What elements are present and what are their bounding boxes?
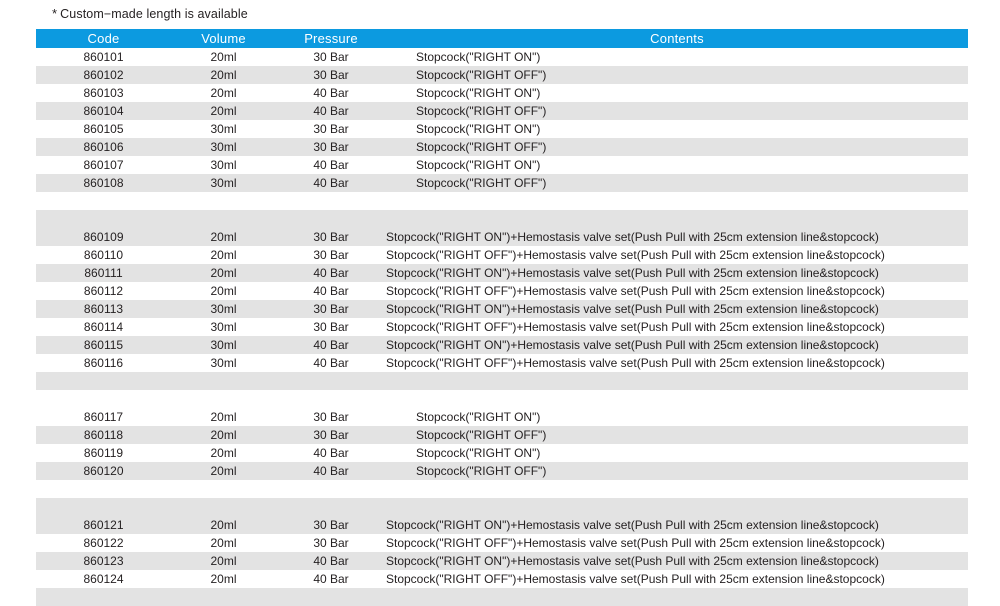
cell-code: 860103 — [36, 84, 171, 102]
cell-contents-text: Stopcock("RIGHT ON")+Hemostasis valve set(Push Pull with 25cm extension line&stopcock) — [386, 230, 879, 244]
table-row[interactable] — [36, 66, 968, 84]
cell-contents — [386, 66, 968, 84]
table-row[interactable] — [36, 156, 968, 174]
table-row[interactable] — [36, 228, 968, 246]
cell-code: 860119 — [36, 444, 171, 462]
cell-pressure: 40 Bar — [276, 102, 386, 120]
cell-contents-text: Stopcock("RIGHT ON") — [416, 446, 541, 460]
cell-volume: 20ml — [171, 462, 276, 480]
table-row[interactable] — [36, 138, 968, 156]
cell-contents — [386, 228, 968, 246]
cell-contents-text: Stopcock("RIGHT OFF")+Hemostasis valve set(Push Pull with 25cm extension line&stopcock) — [386, 248, 885, 262]
cell-volume: 30ml — [171, 120, 276, 138]
cell-contents — [386, 300, 968, 318]
cell-contents — [386, 552, 968, 570]
cell-contents — [386, 156, 968, 174]
cell-pressure: 40 Bar — [276, 264, 386, 282]
cell-contents-text: Stopcock("RIGHT OFF") — [416, 104, 547, 118]
spec-table-head — [36, 29, 968, 48]
cell-volume: 30ml — [171, 336, 276, 354]
cell-code: 860102 — [36, 66, 171, 84]
column-header-volume: Volume — [171, 29, 276, 48]
cell-code: 860106 — [36, 138, 171, 156]
cell-volume: 30ml — [171, 138, 276, 156]
cell-pressure: 40 Bar — [276, 84, 386, 102]
cell-contents-text: Stopcock("RIGHT OFF") — [416, 464, 547, 478]
cell-volume: 30ml — [171, 300, 276, 318]
cell-code: 860115 — [36, 336, 171, 354]
cell-contents — [386, 516, 968, 534]
table-row[interactable] — [36, 426, 968, 444]
cell-contents — [386, 264, 968, 282]
cell-contents-text: Stopcock("RIGHT ON")+Hemostasis valve set(Push Pull with 25cm extension line&stopcock) — [386, 554, 879, 568]
cell-volume: 20ml — [171, 570, 276, 588]
cell-contents-text: Stopcock("RIGHT ON") — [416, 50, 541, 64]
cell-code: 860122 — [36, 534, 171, 552]
cell-volume: 20ml — [171, 534, 276, 552]
cell-volume: 20ml — [171, 102, 276, 120]
cell-contents — [386, 102, 968, 120]
table-row[interactable] — [36, 462, 968, 480]
spec-table-wrapper — [36, 29, 968, 606]
cell-pressure: 30 Bar — [276, 408, 386, 426]
cell-volume: 20ml — [171, 48, 276, 66]
column-header-pressure: Pressure — [276, 29, 386, 48]
table-spacer-row — [36, 372, 968, 390]
table-row[interactable] — [36, 570, 968, 588]
cell-volume: 30ml — [171, 174, 276, 192]
table-row[interactable] — [36, 84, 968, 102]
cell-volume: 20ml — [171, 408, 276, 426]
cell-contents — [386, 534, 968, 552]
table-spacer-cell — [36, 210, 968, 228]
table-spacer-cell — [36, 372, 968, 390]
cell-pressure: 30 Bar — [276, 300, 386, 318]
cell-contents — [386, 48, 968, 66]
cell-pressure: 30 Bar — [276, 516, 386, 534]
table-gap-row — [36, 192, 968, 210]
cell-contents — [386, 570, 968, 588]
asterisk-icon: * — [52, 6, 58, 21]
cell-contents-text: Stopcock("RIGHT ON") — [416, 410, 541, 424]
cell-volume: 20ml — [171, 552, 276, 570]
table-row[interactable] — [36, 48, 968, 66]
table-gap-row — [36, 390, 968, 408]
cell-code: 860118 — [36, 426, 171, 444]
cell-contents — [386, 462, 968, 480]
cell-contents-text: Stopcock("RIGHT OFF") — [416, 68, 547, 82]
table-spacer-row — [36, 588, 968, 606]
cell-contents — [386, 426, 968, 444]
cell-contents-text: Stopcock("RIGHT OFF") — [416, 140, 547, 154]
cell-contents — [386, 246, 968, 264]
cell-contents-text: Stopcock("RIGHT OFF")+Hemostasis valve set(Push Pull with 25cm extension line&stopcock) — [386, 320, 885, 334]
cell-pressure: 40 Bar — [276, 570, 386, 588]
cell-volume: 20ml — [171, 444, 276, 462]
table-row[interactable] — [36, 246, 968, 264]
cell-contents — [386, 336, 968, 354]
cell-pressure: 30 Bar — [276, 228, 386, 246]
cell-volume: 20ml — [171, 516, 276, 534]
cell-pressure: 30 Bar — [276, 534, 386, 552]
cell-volume: 20ml — [171, 246, 276, 264]
spec-table-body — [36, 48, 968, 606]
table-row[interactable] — [36, 354, 968, 372]
cell-contents-text: Stopcock("RIGHT OFF") — [416, 428, 547, 442]
cell-code: 860110 — [36, 246, 171, 264]
table-row[interactable] — [36, 120, 968, 138]
table-row[interactable] — [36, 408, 968, 426]
cell-contents — [386, 120, 968, 138]
table-row[interactable] — [36, 282, 968, 300]
table-spacer-row — [36, 210, 968, 228]
cell-code: 860116 — [36, 354, 171, 372]
cell-code: 860120 — [36, 462, 171, 480]
custom-length-note — [52, 6, 248, 21]
cell-contents-text: Stopcock("RIGHT OFF")+Hemostasis valve set(Push Pull with 25cm extension line&stopcock) — [386, 356, 885, 370]
cell-code: 860104 — [36, 102, 171, 120]
cell-code: 860123 — [36, 552, 171, 570]
cell-contents-text: Stopcock("RIGHT OFF")+Hemostasis valve set(Push Pull with 25cm extension line&stopcock) — [386, 536, 885, 550]
table-spacer-row — [36, 498, 968, 516]
cell-pressure: 40 Bar — [276, 354, 386, 372]
cell-pressure: 30 Bar — [276, 48, 386, 66]
cell-contents-text: Stopcock("RIGHT ON")+Hemostasis valve set(Push Pull with 25cm extension line&stopcock) — [386, 302, 879, 316]
cell-volume: 20ml — [171, 282, 276, 300]
cell-code: 860105 — [36, 120, 171, 138]
cell-contents-text: Stopcock("RIGHT ON")+Hemostasis valve set(Push Pull with 25cm extension line&stopcock) — [386, 338, 879, 352]
cell-contents — [386, 174, 968, 192]
table-gap-cell — [36, 390, 968, 408]
cell-contents — [386, 138, 968, 156]
table-spacer-cell — [36, 498, 968, 516]
cell-pressure: 40 Bar — [276, 282, 386, 300]
cell-contents-text: Stopcock("RIGHT ON")+Hemostasis valve set(Push Pull with 25cm extension line&stopcock) — [386, 266, 879, 280]
cell-pressure: 30 Bar — [276, 66, 386, 84]
cell-contents-text: Stopcock("RIGHT ON")+Hemostasis valve set(Push Pull with 25cm extension line&stopcock) — [386, 518, 879, 532]
column-header-contents: Contents — [386, 29, 968, 48]
table-row[interactable] — [36, 300, 968, 318]
cell-pressure: 40 Bar — [276, 174, 386, 192]
table-row[interactable] — [36, 534, 968, 552]
cell-volume: 20ml — [171, 66, 276, 84]
table-row[interactable] — [36, 102, 968, 120]
cell-contents-text: Stopcock("RIGHT ON") — [416, 158, 541, 172]
cell-code: 860111 — [36, 264, 171, 282]
cell-code: 860117 — [36, 408, 171, 426]
cell-code: 860107 — [36, 156, 171, 174]
cell-code: 860121 — [36, 516, 171, 534]
cell-pressure: 40 Bar — [276, 552, 386, 570]
cell-code: 860113 — [36, 300, 171, 318]
cell-volume: 20ml — [171, 426, 276, 444]
custom-length-note-text: Custom−made length is available — [60, 7, 248, 21]
cell-code: 860124 — [36, 570, 171, 588]
cell-contents — [386, 354, 968, 372]
cell-contents — [386, 444, 968, 462]
cell-pressure: 40 Bar — [276, 156, 386, 174]
cell-volume: 20ml — [171, 264, 276, 282]
table-gap-cell — [36, 192, 968, 210]
cell-contents — [386, 84, 968, 102]
cell-pressure: 40 Bar — [276, 336, 386, 354]
cell-code: 860112 — [36, 282, 171, 300]
cell-volume: 20ml — [171, 228, 276, 246]
column-header-code: Code — [36, 29, 171, 48]
cell-contents — [386, 282, 968, 300]
cell-code: 860108 — [36, 174, 171, 192]
cell-contents-text: Stopcock("RIGHT OFF")+Hemostasis valve set(Push Pull with 25cm extension line&stopcock) — [386, 572, 885, 586]
cell-contents — [386, 408, 968, 426]
cell-pressure: 40 Bar — [276, 444, 386, 462]
table-gap-cell — [36, 480, 968, 498]
cell-pressure: 30 Bar — [276, 138, 386, 156]
cell-pressure: 30 Bar — [276, 246, 386, 264]
cell-volume: 30ml — [171, 156, 276, 174]
table-row[interactable] — [36, 174, 968, 192]
cell-pressure: 30 Bar — [276, 120, 386, 138]
cell-pressure: 30 Bar — [276, 318, 386, 336]
cell-contents-text: Stopcock("RIGHT OFF") — [416, 176, 547, 190]
cell-code: 860114 — [36, 318, 171, 336]
cell-volume: 20ml — [171, 84, 276, 102]
cell-pressure: 30 Bar — [276, 426, 386, 444]
table-gap-row — [36, 480, 968, 498]
cell-code: 860109 — [36, 228, 171, 246]
cell-contents-text: Stopcock("RIGHT ON") — [416, 86, 541, 100]
cell-volume: 30ml — [171, 354, 276, 372]
cell-contents-text: Stopcock("RIGHT OFF")+Hemostasis valve set(Push Pull with 25cm extension line&stopcock) — [386, 284, 885, 298]
spec-table — [36, 29, 968, 606]
table-row[interactable] — [36, 264, 968, 282]
table-row[interactable] — [36, 318, 968, 336]
cell-code: 860101 — [36, 48, 171, 66]
cell-contents — [386, 318, 968, 336]
cell-pressure: 40 Bar — [276, 462, 386, 480]
table-spacer-cell — [36, 588, 968, 606]
table-row[interactable] — [36, 444, 968, 462]
table-header-row — [36, 29, 968, 48]
table-row[interactable] — [36, 336, 968, 354]
cell-volume: 30ml — [171, 318, 276, 336]
table-row[interactable] — [36, 552, 968, 570]
table-row[interactable] — [36, 516, 968, 534]
cell-contents-text: Stopcock("RIGHT ON") — [416, 122, 541, 136]
